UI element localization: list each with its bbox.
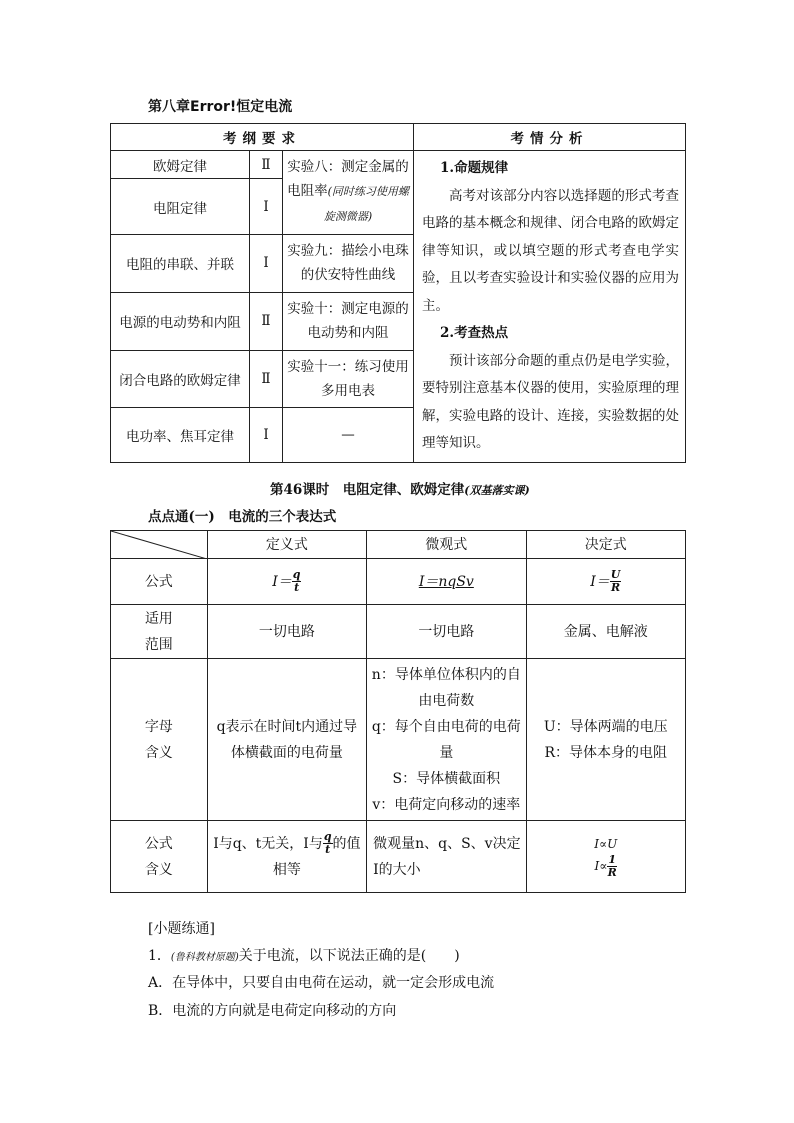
denominator: R	[610, 581, 621, 594]
chapter-title: 第八章Error!恒定电流	[148, 99, 293, 115]
meaning-line: S：导体横截面积	[392, 770, 501, 787]
row-label-formula-meaning	[111, 821, 208, 893]
topic-cell: 电源的电动势和内阻	[111, 292, 250, 351]
col-header: 微观式	[367, 531, 526, 559]
option-a: A．在导体中，只要自由电荷在运动，就一定会形成电流	[148, 975, 495, 991]
analysis-para2: 预计该部分命题的重点仍是电学实验，要特别注意基本仪器的使用，实验原理的理解，实验电路的设计、连接，实验数据的处理等知识。	[422, 352, 679, 451]
fm-text-b: 的值相等	[272, 835, 361, 878]
experiment-note: (同时练习使用螺旋测微器)	[323, 185, 409, 224]
lesson-note: (双基落实课)	[464, 484, 530, 497]
analysis-sub1: 1.命题规律	[440, 160, 509, 176]
lesson-title-text: 第46课时 电阻定律、欧姆定律	[270, 482, 465, 498]
meaning-definition: q表示在时间t内通过导体横截面的电荷量	[207, 659, 366, 821]
formula-lhs: I＝	[590, 573, 610, 590]
experiment-text: 实验八：测定金属的电阻率	[287, 159, 409, 200]
col-header: 定义式	[207, 531, 366, 559]
label-line: 范围	[144, 636, 173, 653]
lesson-title	[270, 478, 530, 498]
meaning-line: U：导体两端的电压	[543, 718, 668, 735]
current-expressions-table	[110, 530, 686, 893]
fraction	[292, 569, 302, 594]
header-analysis: 考情分析	[414, 124, 686, 151]
question-number: 1．	[148, 948, 171, 964]
col-header: 决定式	[526, 531, 685, 559]
proportional-u: I∝U	[594, 836, 618, 851]
label-line: 公式	[144, 835, 173, 852]
scope-cell: 金属、电解液	[526, 605, 685, 659]
micro-formula-text: I＝nqSv	[418, 573, 474, 590]
meaning-decisive	[526, 659, 685, 821]
fm-text-a: I与q、t无关，I与	[213, 835, 323, 852]
fraction	[610, 569, 622, 594]
formula-lhs: I＝	[272, 573, 292, 590]
level-cell: Ⅰ	[250, 407, 283, 462]
row-label-scope	[111, 605, 208, 659]
numerator: q	[323, 830, 332, 843]
formula-lhs: I∝	[594, 858, 608, 873]
meaning-line: v：电荷定向移动的速率	[372, 796, 521, 813]
row-label-meaning	[111, 659, 208, 821]
label-line: 适用	[144, 610, 173, 627]
meaning-line: q：每个自由电荷的电荷量	[371, 718, 521, 761]
numerator: U	[610, 568, 621, 581]
analysis-para1: 高考对该部分内容以选择题的形式考查电路的基本概念和规律、闭合电路的欧姆定律等知识，或以填空题的形式考查电学实验，且以考查实验设计和实验仪器的应用为主。	[422, 187, 679, 314]
level-cell: Ⅱ	[250, 151, 283, 179]
syllabus-table	[110, 123, 686, 463]
micro-formula	[367, 559, 526, 605]
topic-cell: 闭合电路的欧姆定律	[111, 351, 250, 408]
question-1	[148, 945, 460, 965]
proportional-r	[527, 853, 685, 879]
formula-meaning-micro: 微观量n、q、S、v决定I的大小	[367, 821, 526, 893]
scope-cell: 一切电路	[207, 605, 366, 659]
question-text: 关于电流，以下说法正确的是( )	[238, 948, 460, 964]
diagonal-header-cell	[111, 531, 208, 559]
label-line: 字母	[144, 718, 173, 735]
level-cell: Ⅰ	[250, 179, 283, 235]
topic-cell: 电阻定律	[111, 179, 250, 235]
level-cell: Ⅱ	[250, 292, 283, 351]
formula-meaning-definition	[207, 821, 366, 893]
fraction	[323, 831, 333, 856]
denominator: R	[607, 865, 617, 879]
topic-cell: 电功率、焦耳定律	[111, 407, 250, 462]
experiment-cell: 实验十一：练习使用多用电表	[283, 351, 414, 408]
numerator: q	[292, 568, 301, 581]
section-title: 点点通(一) 电流的三个表达式	[148, 509, 337, 525]
label-line: 含义	[144, 861, 173, 878]
question-source: (鲁科教材原题)	[170, 952, 239, 963]
experiment-cell: —	[283, 407, 414, 462]
denominator: t	[325, 843, 331, 856]
practice-heading: [小题练通]	[148, 921, 215, 937]
topic-cell: 电阻的串联、并联	[111, 234, 250, 292]
level-cell: Ⅱ	[250, 351, 283, 408]
label-line: 含义	[144, 744, 173, 761]
option-b: B．电流的方向就是电荷定向移动的方向	[148, 1003, 397, 1019]
scope-cell: 一切电路	[367, 605, 526, 659]
diagonal-line	[111, 531, 207, 559]
fraction	[607, 854, 617, 879]
experiment-cell	[283, 151, 414, 235]
decisive-formula	[526, 559, 685, 605]
row-label-formula: 公式	[111, 559, 208, 605]
meaning-line: n：导体单位体积内的自由电荷数	[371, 666, 521, 709]
topic-cell: 欧姆定律	[111, 151, 250, 179]
level-cell: Ⅰ	[250, 234, 283, 292]
experiment-cell: 实验十：测定电源的电动势和内阻	[283, 292, 414, 351]
header-requirements: 考纲要求	[111, 124, 414, 151]
analysis-cell	[414, 151, 686, 463]
meaning-micro	[367, 659, 526, 821]
meaning-line: R：导体本身的电阻	[544, 744, 668, 761]
formula-meaning-decisive	[526, 821, 685, 893]
experiment-cell: 实验九：描绘小电珠的伏安特性曲线	[283, 234, 414, 292]
analysis-sub2: 2.考查热点	[440, 325, 509, 341]
denominator: t	[294, 581, 300, 594]
numerator: 1	[608, 852, 617, 866]
definition-formula	[207, 559, 366, 605]
